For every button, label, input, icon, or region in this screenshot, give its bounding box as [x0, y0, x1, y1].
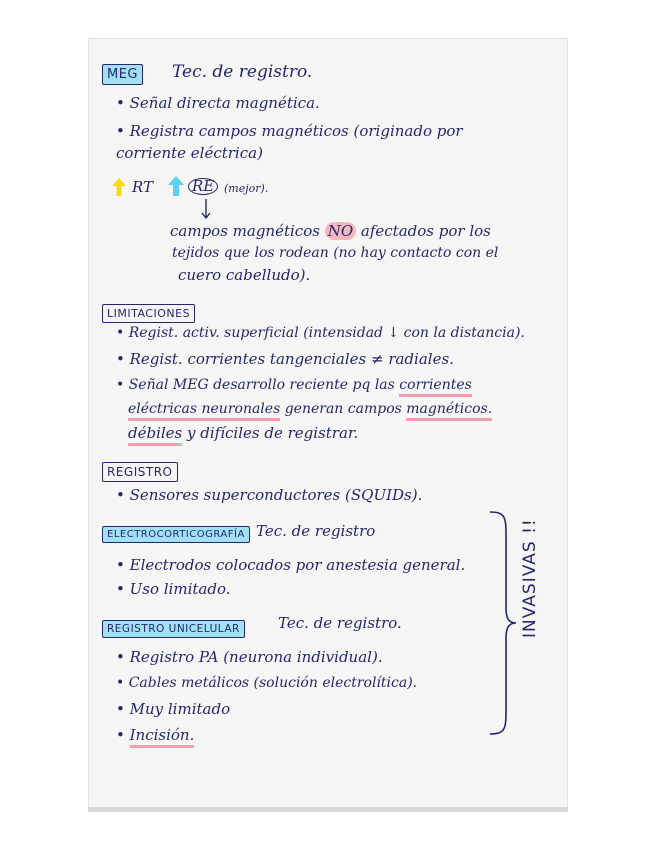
electro-label: ELECTROCORTICOGRAFÍA [102, 526, 250, 543]
rt-label: RT [132, 178, 154, 196]
meg-note-line-3: cuero cabelludo). [178, 266, 311, 284]
note-1b: afectados por los [356, 222, 491, 240]
notebook-page [88, 38, 568, 808]
re-label: RE [188, 178, 218, 195]
lim-b4-hl2: magnéticos. [406, 401, 492, 421]
invasivas-wrapper [520, 518, 539, 638]
lim-bullet-1: • Regist. activ. superficial (intensidad ↓ con la distancia). [116, 326, 525, 340]
registro-bullet-1: • Sensores superconductores (SQUIDs). [116, 488, 422, 503]
unicelular-bullet-3: • Muy limitado [116, 702, 230, 717]
electro-title: Tec. de registro [256, 522, 376, 540]
curly-brace-icon [488, 508, 518, 738]
meg-bullet-1: • Señal directa magnética. [116, 96, 320, 111]
incision-text: Incisión. [130, 726, 195, 748]
unicelular-bullet-1: • Registro PA (neurona individual). [116, 650, 383, 665]
lim-b5-hl: débiles [128, 424, 182, 446]
unicelular-title: Tec. de registro. [278, 614, 402, 632]
lim-b4-hl: eléctricas neuronales [128, 401, 280, 421]
unicelular-label: REGISTRO UNICELULAR [102, 620, 245, 638]
meg-note-line-1 [170, 224, 491, 239]
note-1a: campos magnéticos [170, 222, 325, 240]
meg-label: MEG [102, 64, 143, 85]
lim-bullet-3-end [128, 426, 358, 441]
electro-bullet-1: • Electrodos colocados por anestesia general. [116, 558, 465, 573]
limitaciones-label: LIMITACIONES [102, 304, 195, 323]
lim-b3-hl: corrientes [399, 377, 472, 397]
meg-bullet-2-cont: corriente eléctrica) [116, 144, 263, 162]
meg-title: Tec. de registro. [172, 62, 313, 82]
unicelular-bullet-4 [116, 728, 194, 743]
lim-b3a: Señal MEG desarrollo reciente pq las [128, 377, 400, 393]
unicelular-bullet-2: • Cables metálicos (solución electrolítica). [116, 676, 417, 690]
yellow-up-arrow-icon [110, 176, 128, 198]
registro-label: REGISTRO [102, 462, 178, 482]
meg-note-line-2: tejidos que los rodean (no hay contacto con el [172, 245, 499, 261]
mejor-note: (mejor). [224, 182, 269, 195]
invasivas-note: INVASIVAS !! [520, 518, 540, 638]
lim-b5b: y difíciles de registrar. [182, 424, 359, 442]
note-no: NO [325, 222, 356, 240]
cyan-up-arrow-icon [166, 174, 186, 198]
down-arrow-icon [200, 198, 212, 220]
meg-bullet-2: • Registra campos magnéticos (originado por [116, 124, 463, 139]
lim-bullet-3-cont [128, 402, 492, 416]
electro-bullet-2: • Uso limitado. [116, 582, 231, 597]
lim-b4b: generan campos [280, 401, 407, 417]
lim-bullet-3 [116, 378, 472, 392]
lim-bullet-2: • Regist. corrientes tangenciales ≠ radiales. [116, 352, 454, 367]
